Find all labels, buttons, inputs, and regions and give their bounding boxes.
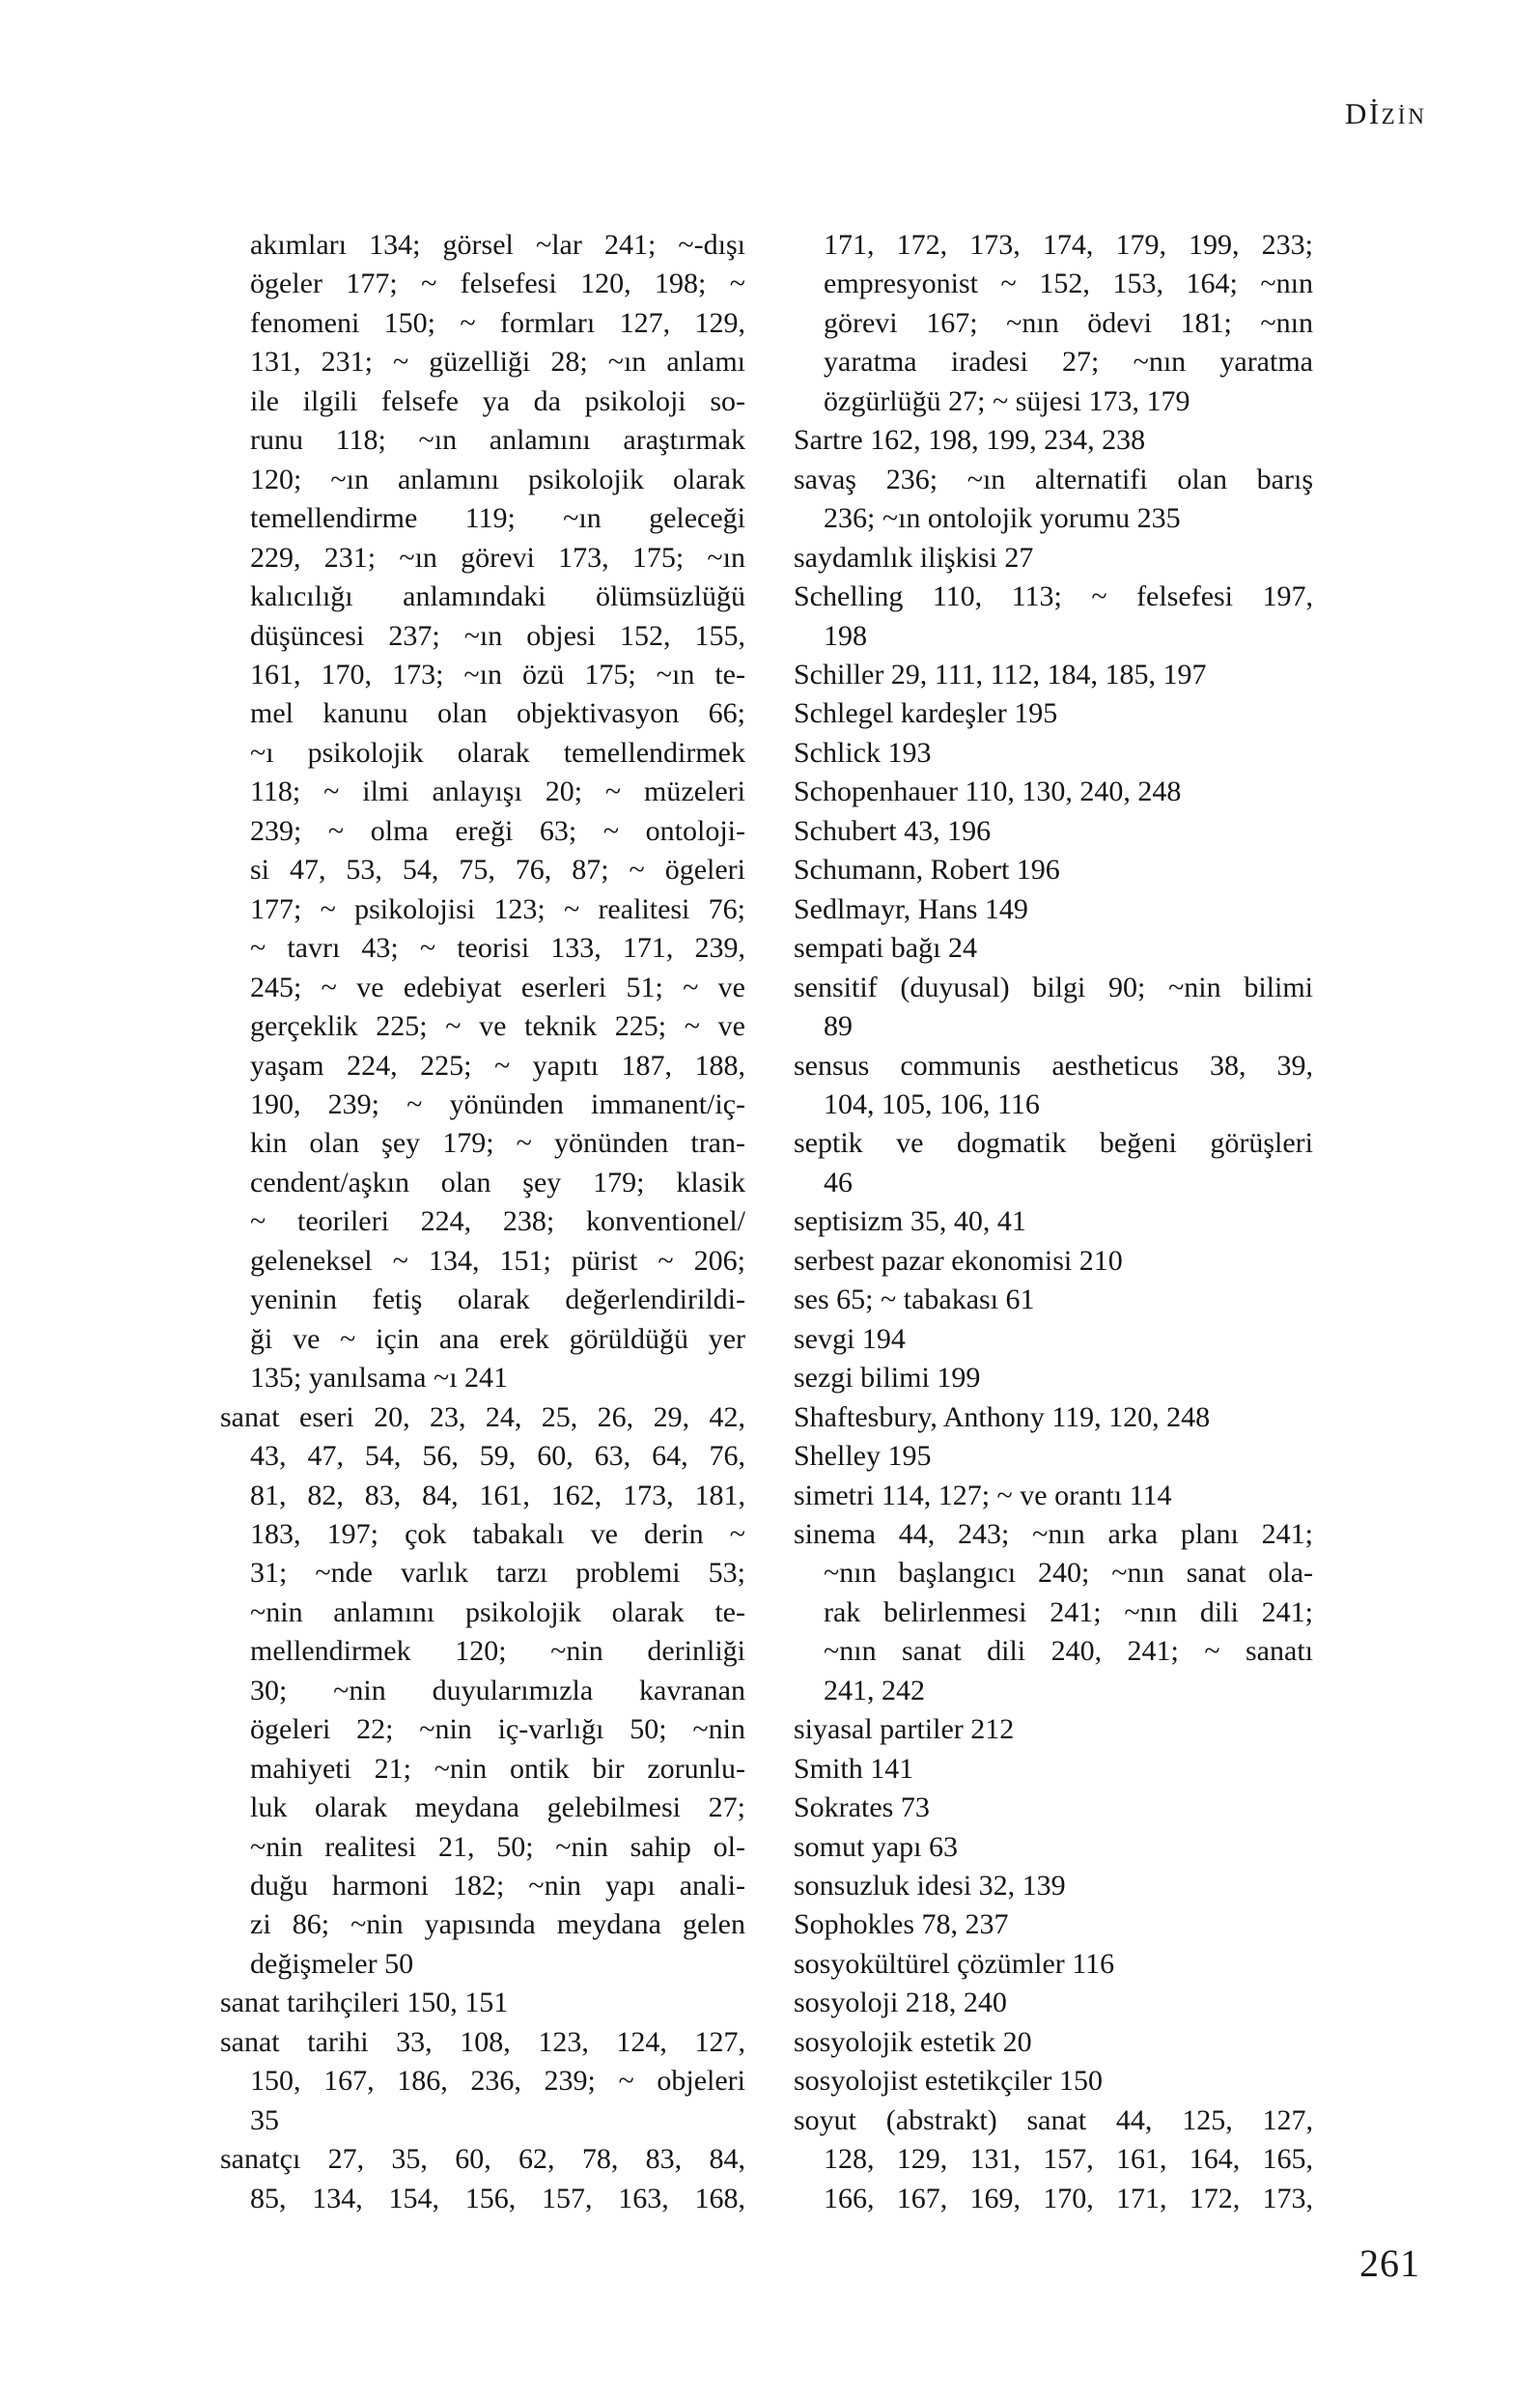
index-line: gerçeklik 225; ~ ve teknik 225; ~ ve	[250, 1010, 745, 1043]
index-line: ses 65; ~ tabakası 61	[794, 1283, 1035, 1316]
index-line: sanat eseri 20, 23, 24, 25, 26, 29, 42,	[220, 1400, 745, 1433]
index-line: düşüncesi 237; ~ın objesi 152, 155,	[250, 619, 745, 652]
index-line: zi 86; ~nin yapısında meydana gelen	[250, 1908, 745, 1941]
index-line: 35	[250, 2103, 279, 2136]
index-line: 120; ~ın anlamını psikolojik olarak	[250, 463, 745, 495]
index-line: ~nin realitesi 21, 50; ~nin sahip ol-	[250, 1830, 745, 1863]
index-line: sosyolojik estetik 20	[794, 2025, 1032, 2058]
index-line: ~ teorileri 224, 238; konventionel/	[250, 1205, 745, 1238]
index-line: Schiller 29, 111, 112, 184, 185, 197	[794, 658, 1207, 691]
index-line: 198	[824, 619, 867, 652]
index-line: serbest pazar ekonomisi 210	[794, 1244, 1123, 1277]
index-line: siyasal partiler 212	[794, 1713, 1015, 1746]
index-line: Schumann, Robert 196	[794, 854, 1060, 887]
index-line: somut yapı 63	[794, 1830, 958, 1863]
index-line: Schlegel kardeşler 195	[794, 697, 1058, 730]
index-line: 31; ~nde varlık tarzı problemi 53;	[250, 1557, 745, 1590]
index-line: Smith 141	[794, 1752, 914, 1785]
index-line: kalıcılığı anlamındaki ölümsüzlüğü	[250, 580, 745, 613]
index-line: Schopenhauer 110, 130, 240, 248	[794, 775, 1182, 808]
index-line: sempati bağı 24	[794, 932, 977, 965]
index-line: 239; ~ olma ereği 63; ~ ontoloji-	[250, 814, 745, 847]
index-line: fenomeni 150; ~ formları 127, 129,	[250, 306, 745, 339]
index-line: 43, 47, 54, 56, 59, 60, 63, 64, 76,	[250, 1440, 745, 1473]
index-line: duğu harmoni 182; ~nin yapı anali-	[250, 1870, 745, 1903]
index-line: ögeleri 22; ~nin iç-varlığı 50; ~nin	[250, 1713, 745, 1746]
index-line: 236; ~ın ontolojik yorumu 235	[824, 502, 1181, 535]
index-line: 118; ~ ilmi anlayışı 20; ~ müzeleri	[250, 775, 745, 808]
index-line: si 47, 53, 54, 75, 76, 87; ~ ögeleri	[250, 854, 745, 887]
index-line: sosyolojist estetikçiler 150	[794, 2065, 1103, 2098]
index-line: 135; yanılsama ~ı 241	[250, 1362, 509, 1395]
index-line: 131, 231; ~ güzelliği 28; ~ın anlamı	[250, 346, 745, 379]
index-line: saydamlık ilişkisi 27	[794, 541, 1034, 574]
index-line: ögeler 177; ~ felsefesi 120, 198; ~	[250, 268, 745, 300]
index-line: simetri 114, 127; ~ ve orantı 114	[794, 1479, 1172, 1511]
index-line: 245; ~ ve edebiyat eserleri 51; ~ ve	[250, 971, 745, 1003]
index-line: rak belirlenmesi 241; ~nın dili 241;	[824, 1595, 1313, 1628]
index-line: 128, 129, 131, 157, 161, 164, 165,	[824, 2143, 1313, 2176]
index-line: sezgi bilimi 199	[794, 1362, 981, 1395]
index-line: 104, 105, 106, 116	[824, 1087, 1040, 1120]
index-line: Shelley 195	[794, 1440, 932, 1473]
index-line: 150, 167, 186, 236, 239; ~ objeleri	[250, 2065, 745, 2098]
index-line: görevi 167; ~nın ödevi 181; ~nın	[824, 306, 1313, 339]
index-line: ~ tavrı 43; ~ teorisi 133, 171, 239,	[250, 932, 745, 965]
page-header-lead: Dİ	[1344, 97, 1382, 130]
index-line: 89	[824, 1010, 853, 1043]
index-line: ~nın sanat dili 240, 241; ~ sanatı	[824, 1635, 1313, 1668]
index-line: sinema 44, 243; ~nın arka planı 241;	[794, 1517, 1313, 1550]
index-line: Schubert 43, 196	[794, 814, 992, 847]
index-line: empresyonist ~ 152, 153, 164; ~nın	[824, 268, 1313, 300]
index-line: sosyoloji 218, 240	[794, 1987, 1007, 2019]
index-line: mellendirmek 120; ~nin derinliği	[250, 1635, 745, 1668]
page-number: 261	[1359, 2241, 1420, 2285]
page-header-rest: ZİN	[1381, 104, 1427, 128]
index-line: luk olarak meydana gelebilmesi 27;	[250, 1791, 745, 1824]
index-line: 229, 231; ~ın görevi 173, 175; ~ın	[250, 541, 745, 574]
index-line: mel kanunu olan objektivasyon 66;	[250, 697, 745, 730]
index-line: 85, 134, 154, 156, 157, 163, 168,	[250, 2182, 745, 2214]
index-column-right	[794, 226, 1313, 2218]
page-header	[1345, 97, 1427, 131]
index-line: Sokrates 73	[794, 1791, 930, 1824]
index-line: geleneksel ~ 134, 151; pürist ~ 206;	[250, 1244, 745, 1277]
index-line: 177; ~ psikolojisi 123; ~ realitesi 76;	[250, 892, 745, 925]
index-line: mahiyeti 21; ~nin ontik bir zorunlu-	[250, 1752, 745, 1785]
index-line: Sophokles 78, 237	[794, 1908, 1009, 1941]
index-line: ~ı psikolojik olarak temellendirmek	[250, 736, 745, 769]
index-line: 161, 170, 173; ~ın özü 175; ~ın te-	[250, 658, 745, 691]
index-line: ~nın başlangıcı 240; ~nın sanat ola-	[824, 1557, 1313, 1590]
index-line: sanatçı 27, 35, 60, 62, 78, 83, 84,	[220, 2143, 745, 2176]
index-line: ile ilgili felsefe ya da psikoloji so-	[250, 384, 745, 417]
index-line: yeninin fetiş olarak değerlendirildi-	[250, 1283, 745, 1316]
index-line: sanat tarihi 33, 108, 123, 124, 127,	[220, 2025, 745, 2058]
index-line: Schelling 110, 113; ~ felsefesi 197,	[794, 580, 1313, 613]
index-line: sensus communis aestheticus 38, 39,	[794, 1049, 1313, 1082]
index-line: cendent/aşkın olan şey 179; klasik	[250, 1166, 745, 1198]
index-line: 81, 82, 83, 84, 161, 162, 173, 181,	[250, 1479, 745, 1511]
index-line: temellendirme 119; ~ın geleceği	[250, 502, 745, 535]
index-line: savaş 236; ~ın alternatifi olan barış	[794, 463, 1313, 495]
index-line: Sedlmayr, Hans 149	[794, 892, 1028, 925]
index-line: 190, 239; ~ yönünden immanent/iç-	[250, 1087, 745, 1120]
index-line: soyut (abstrakt) sanat 44, 125, 127,	[794, 2103, 1313, 2136]
index-line: kin olan şey 179; ~ yönünden tran-	[250, 1127, 745, 1160]
index-line: yaratma iradesi 27; ~nın yaratma	[824, 346, 1313, 379]
index-line: ği ve ~ için ana erek görüldüğü yer	[250, 1322, 745, 1355]
index-line: septisizm 35, 40, 41	[794, 1205, 1026, 1238]
index-line: 46	[824, 1166, 853, 1198]
index-line: sanat tarihçileri 150, 151	[220, 1987, 509, 2019]
index-line: değişmeler 50	[250, 1947, 414, 1980]
index-line: sosyokültürel çözümler 116	[794, 1947, 1115, 1980]
index-line: sevgi 194	[794, 1322, 906, 1355]
index-line: akımları 134; görsel ~lar 241; ~-dışı	[250, 229, 745, 261]
index-line: sonsuzluk idesi 32, 139	[794, 1870, 1066, 1903]
index-column-left	[220, 226, 745, 2218]
index-line: 30; ~nin duyularımızla kavranan	[250, 1674, 745, 1706]
index-line: yaşam 224, 225; ~ yapıtı 187, 188,	[250, 1049, 745, 1082]
index-line: runu 118; ~ın anlamını araştırmak	[250, 424, 745, 457]
index-line: 241, 242	[824, 1674, 925, 1706]
index-line: septik ve dogmatik beğeni görüşleri	[794, 1127, 1313, 1160]
index-line: Schlick 193	[794, 736, 932, 769]
index-line: 171, 172, 173, 174, 179, 199, 233;	[824, 229, 1313, 261]
index-line: 166, 167, 169, 170, 171, 172, 173,	[824, 2182, 1313, 2214]
index-line: Shaftesbury, Anthony 119, 120, 248	[794, 1400, 1211, 1433]
index-line: özgürlüğü 27; ~ süjesi 173, 179	[824, 384, 1190, 417]
index-line: ~nin anlamını psikolojik olarak te-	[250, 1595, 745, 1628]
index-line: sensitif (duyusal) bilgi 90; ~nin bilimi	[794, 971, 1313, 1003]
index-line: Sartre 162, 198, 199, 234, 238	[794, 424, 1146, 457]
index-line: 183, 197; çok tabakalı ve derin ~	[250, 1517, 745, 1550]
